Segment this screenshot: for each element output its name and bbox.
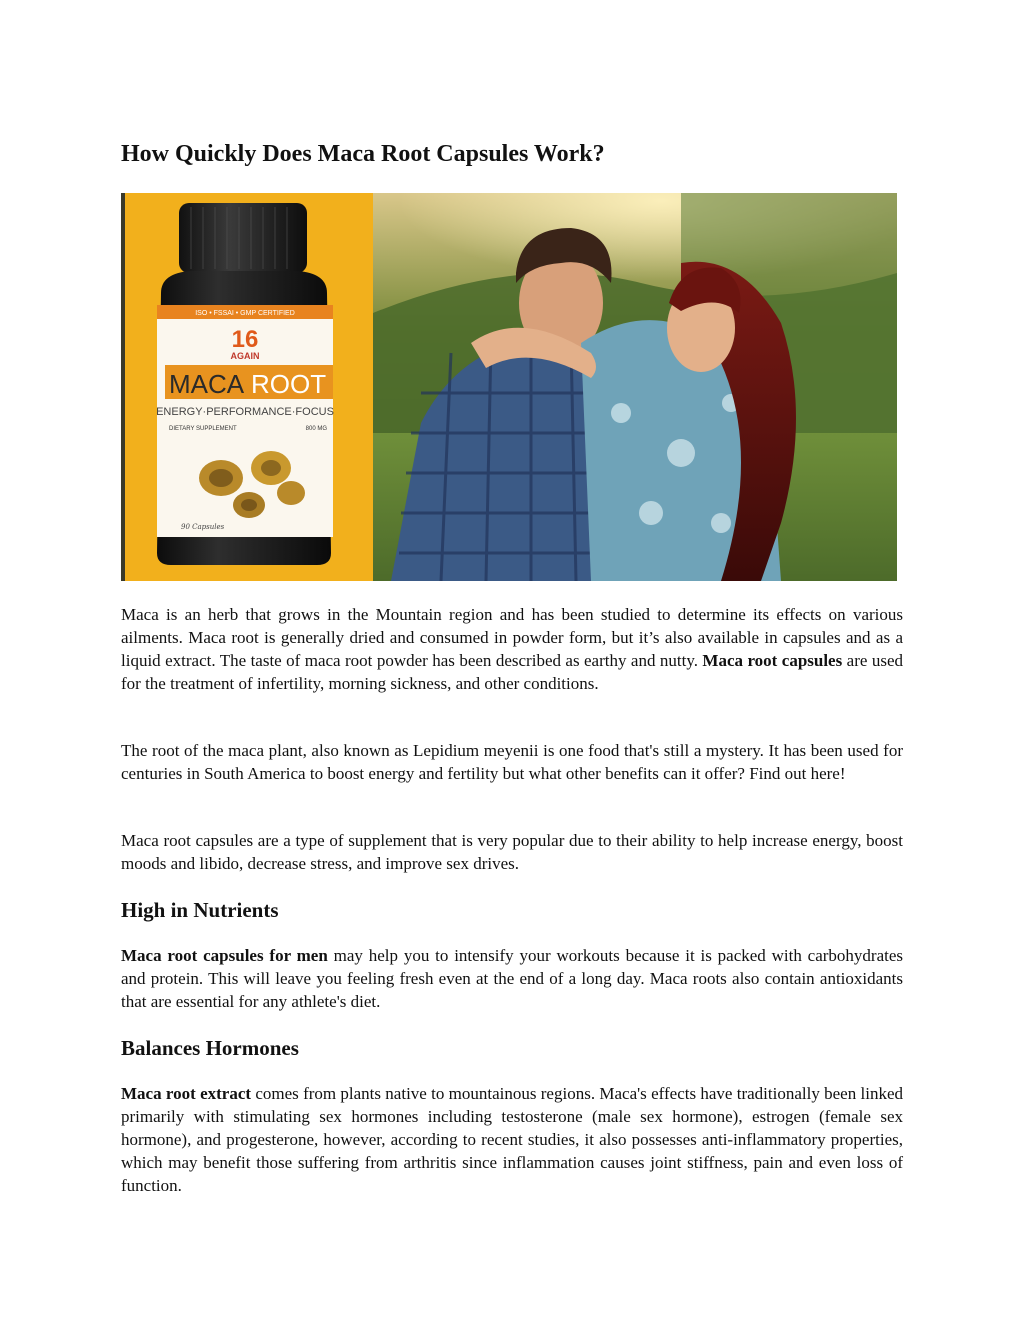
nutrients-bold: Maca root capsules for men (121, 946, 328, 965)
supplement-label: DIETARY SUPPLEMENT (169, 426, 237, 432)
hero-image (121, 193, 897, 581)
tagline: ENERGY·PERFORMANCE·FOCUS (156, 406, 334, 418)
nutrients-paragraph (121, 944, 903, 1013)
intro-bold: Maca root capsules (702, 651, 843, 670)
brand-word: AGAIN (230, 351, 260, 361)
hormones-paragraph (121, 1082, 903, 1197)
intro-paragraph (121, 603, 903, 695)
intro-text-a: Maca is an herb that grows in the Mountain region and has been studied to determine its effects on various ailments. Maca root is generally dried and consumed in powder form, but it’s also available in capsules and as a liquid extract. The taste of maca root powder has been described as earthy and nutty. (121, 605, 903, 670)
cert-line: ISO • FSSAI • GMP CERTIFIED (195, 310, 295, 317)
product-left: MACA (169, 369, 245, 399)
nutrients-text: may help you to intensify your workouts because it is packed with carbohydrates and protein. This will leave you feeling fresh even at the end of a long day. Maca roots also contain antioxidants that are essential for any athlete's diet. (121, 946, 903, 1011)
dose-label: 800 MG (305, 426, 327, 432)
page-title: How Quickly Does Maca Root Capsules Work? (121, 141, 605, 167)
brand-number: 16 (231, 326, 259, 353)
capsules-paragraph: Maca root capsules are a type of supplement that is very popular due to their ability to help increase energy, boost moods and libido, decrease stress, and improve sex drives. (121, 831, 903, 873)
product-right: ROOT (251, 369, 327, 399)
intro-text-b: are used for the treatment of infertility, morning sickness, and other conditions. (121, 651, 904, 693)
section-heading-nutrients: High in Nutrients (121, 898, 279, 922)
hormones-text: comes from plants native to mountainous regions. Maca's effects have traditionally been linked primarily with stimulating sex hormones including testosterone (male sex hormone), estrogen (female sex hormone), and progesterone, however, according to recent studies, it also possesses anti-inflammatory properties, which may benefit those suffering from arthritis since inflammation causes joint stiffness, pain and even loss of function. (121, 1084, 904, 1195)
capsule-count: 90 Capsules (181, 523, 225, 531)
section-heading-hormones: Balances Hormones (121, 1036, 299, 1060)
root-paragraph: The root of the maca plant, also known as Lepidium meyenii is one food that's still a mystery. It has been used for centuries in South America to boost energy and fertility but what other benefits can it offer? Find out here! (121, 741, 903, 783)
hormones-bold: Maca root extract (121, 1084, 252, 1103)
